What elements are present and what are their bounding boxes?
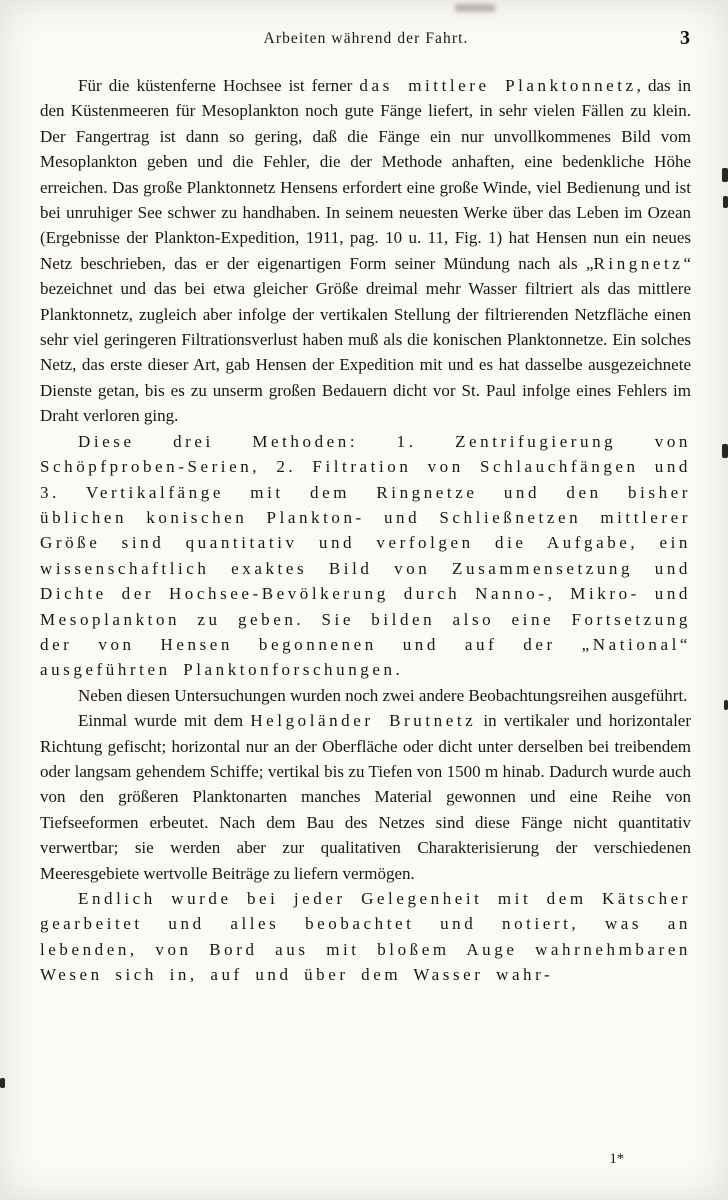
- paragraph: [40, 429, 691, 683]
- body-text: “ bezeichnet und das bei etwa gleicher Größe dreimal mehr Wasser filtriert als das mittlere Planktonnetz, zugleich aber infolge der vertikalen Stellung der filtrierenden Netzfläche einen sehr viel geringeren Filtrationsverlust haben muß als die konischen Planktonnetze. Ein solches Netz, das erste dieser Art, gab Hensen der Expedition mit und es hat dasselbe ausgezeichnete Dienste getan, bis es zu unserm großen Bedauern dicht vor St. Paul infolge eines Fehlers im Draht verloren ging.: [40, 253, 691, 426]
- page-number: 3: [680, 27, 690, 49]
- body-text: Für die küstenferne Hochsee ist ferner: [78, 76, 360, 95]
- paragraph: [40, 708, 691, 886]
- paragraph: [40, 73, 691, 429]
- scan-artifact: [0, 1078, 5, 1088]
- page-header: [40, 27, 692, 56]
- body-text: , das in den Küstenmeeren für Mesoplankton noch gute Fänge liefert, in sehr vielen Fällen zu klein. Der Fangertrag ist dann so gering, daß die Fänge ein nur unvollkommenes Bild vom Mesoplankton geben und die Fehler, die der Methode anhaften, eine bedenkliche Höhe erreichen. Das große Planktonnetz Hensens erfordert eine große Winde, viel Bedienung und ist bei unruhiger See schwer zu handhaben. In seinem neuesten Werke über das Leben im Ozean (Ergebnisse der Plankton-Expedition, 1911, pag. 10 u. 11, Fig. 1) hat Hensen nun ein neues Netz beschrieben, das er der eigenartigen Form seiner Mündung nach als „: [40, 76, 691, 273]
- letter-spaced-text: Endlich wurde bei jeder Gelegenheit mit dem Kätscher gearbeitet und alles beobachtet und notiert, was an lebenden, von Bord aus mit bloßem Auge wahrnehmbaren Wesen sich in, auf und über dem Wasser wahr-: [40, 889, 691, 985]
- body-text: Einmal wurde mit dem: [78, 711, 251, 731]
- letter-spaced-text: Helgoländer Brutnetz: [250, 711, 477, 731]
- text-block: [40, 73, 691, 988]
- letter-spaced-text: Ringnetz: [593, 253, 684, 273]
- scan-artifact: [723, 196, 728, 208]
- body-text: in vertikaler und horizontaler Richtung gefischt; horizontal nur an der Oberfläche oder dicht unter derselben bei treibendem oder langsam gehendem Schiffe; vertikal bis zu Tiefen von 1500 m hinab. Dadurch wurde auch von den größeren Planktonarten manches Material gewonnen und eine Reihe von Tiefseeformen erbeutet. Nach dem Bau des Netzes sind diese Fänge nicht quantitativ verwertbar; sie werden aber zur qualitativen Charakterisierung der verschiedenen Meeresgebiete wertvolle Beiträge zu liefern vermögen.: [40, 711, 691, 883]
- scan-artifact: [722, 444, 728, 458]
- body-text: Neben diesen Untersuchungen wurden noch zwei andere Beobachtungsreihen ausgeführt.: [78, 685, 688, 705]
- signature-mark: 1*: [609, 1151, 624, 1167]
- scan-artifact: [724, 700, 728, 710]
- scan-smudge: [455, 4, 495, 12]
- paragraph: [40, 683, 691, 708]
- letter-spaced-text: das mittlere Planktonnetz: [359, 76, 637, 95]
- paragraph: [40, 886, 691, 988]
- letter-spaced-text: Diese drei Methoden: 1. Zentrifugierung von Schöpfproben-Serien, 2. Filtration von Schlauchfängen und 3. Vertikalfänge mit dem Ringnetze und den bisher üblichen konischen Plankton- und Schließnetzen mittlerer Größe sind quantitativ und verfolgen die Aufgabe, ein wissenschaftlich exaktes Bild von Zusammensetzung und Dichte der Hochsee-Bevölkerung durch Nanno-, Mikro- und Mesoplankton zu geben. Sie bilden also eine Fortsetzung der von Hensen begonnenen und auf der „National“ ausgeführten Planktonforschungen.: [40, 431, 691, 680]
- running-title: Arbeiten während der Fahrt.: [263, 30, 469, 47]
- scan-artifact: [722, 168, 728, 182]
